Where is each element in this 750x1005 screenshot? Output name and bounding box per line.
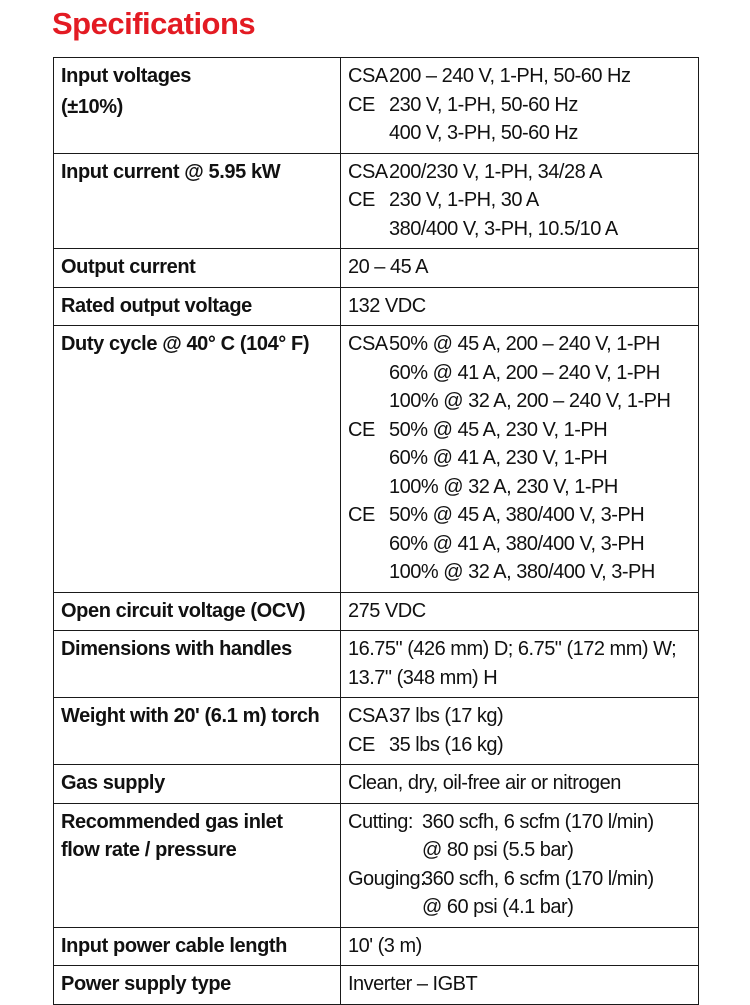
spec-label: [54, 58, 341, 154]
spec-value-text: 60% @ 41 A, 230 V, 1-PH: [389, 447, 608, 469]
spec-value-line: [348, 932, 698, 961]
spec-value-text: 37 lbs (17 kg): [389, 705, 504, 727]
spec-value-text: 50% @ 45 A, 230 V, 1-PH: [389, 418, 608, 441]
spec-value-text: 230 V, 1-PH, 30 A: [389, 189, 539, 211]
spec-value-text: 360 scfh, 6 scfm (170 l/min): [422, 867, 654, 890]
spec-label: [54, 249, 341, 288]
spec-value-text: 230 V, 1-PH, 50-60 Hz: [389, 93, 578, 116]
spec-label: [54, 631, 341, 698]
spec-value-text: 132 VDC: [348, 294, 426, 317]
spec-label-line: Input voltages: [61, 65, 191, 87]
spec-value-line: [348, 473, 698, 502]
spec-label: [54, 153, 341, 249]
spec-value-text: 16.75" (426 mm) D; 6.75" (172 mm) W;: [348, 638, 677, 660]
spec-value: [341, 326, 699, 593]
spec-value-line: [348, 292, 698, 321]
standard-prefix: CE: [348, 93, 375, 116]
spec-label-line: Gas supply: [61, 772, 165, 794]
spec-value-line: [348, 387, 698, 416]
standard-prefix: CSA: [348, 333, 388, 355]
spec-value-line: [348, 731, 698, 760]
spec-value: [341, 803, 699, 927]
spec-label-line: Open circuit voltage (OCV): [61, 599, 306, 622]
spec-value-line: [348, 119, 698, 148]
page-title: Specifications: [52, 6, 256, 41]
spec-row: [54, 326, 699, 593]
standard-prefix: CE: [348, 733, 375, 756]
spec-value-line: [348, 62, 698, 91]
spec-label: [54, 592, 341, 631]
spec-label: [54, 698, 341, 765]
spec-value-line: [348, 558, 698, 587]
spec-value-line: [348, 702, 698, 731]
spec-row: [54, 966, 699, 1005]
spec-row: [54, 803, 699, 927]
spec-row: [54, 765, 699, 804]
spec-value-line: [348, 253, 698, 282]
spec-label-line: Duty cycle @ 40° C (104° F): [61, 333, 310, 355]
spec-label-line: Dimensions with handles: [61, 638, 292, 660]
spec-value: [341, 698, 699, 765]
spec-label-line: (±10%): [61, 95, 123, 118]
spec-value-text: 60% @ 41 A, 380/400 V, 3-PH: [389, 532, 645, 555]
spec-value-text: 20 – 45 A: [348, 256, 429, 278]
standard-prefix: Gouging:: [348, 867, 426, 890]
spec-label-line: Weight with 20' (6.1 m) torch: [61, 705, 320, 727]
spec-value-text: 100% @ 32 A, 380/400 V, 3-PH: [389, 561, 655, 583]
spec-label-line: Recommended gas inlet: [61, 810, 283, 833]
spec-label: [54, 803, 341, 927]
spec-value-text: 100% @ 32 A, 200 – 240 V, 1-PH: [389, 390, 671, 412]
spec-value-line: [348, 808, 698, 837]
spec-value-line: [348, 970, 698, 999]
spec-value-line: [348, 893, 698, 922]
spec-value: [341, 631, 699, 698]
standard-prefix: CSA: [348, 705, 388, 727]
spec-value-text: @ 60 psi (4.1 bar): [422, 896, 574, 918]
spec-value-text: 100% @ 32 A, 230 V, 1-PH: [389, 475, 618, 498]
spec-value-line: [348, 416, 698, 445]
standard-prefix: CE: [348, 418, 375, 441]
spec-value-text: @ 80 psi (5.5 bar): [422, 839, 574, 861]
spec-label-line: Power supply type: [61, 973, 231, 995]
spec-value-text: 50% @ 45 A, 200 – 240 V, 1-PH: [389, 333, 660, 355]
spec-value: [341, 966, 699, 1005]
spec-value: [341, 58, 699, 154]
spec-value: [341, 287, 699, 326]
spec-value: [341, 153, 699, 249]
spec-value-line: [348, 865, 698, 894]
spec-row: [54, 631, 699, 698]
spec-row: [54, 592, 699, 631]
spec-value-line: [348, 186, 698, 215]
spec-value-text: 35 lbs (16 kg): [389, 733, 504, 756]
spec-value-text: 50% @ 45 A, 380/400 V, 3-PH: [389, 504, 645, 526]
spec-value-text: 360 scfh, 6 scfm (170 l/min): [422, 810, 654, 833]
spec-label-line: flow rate / pressure: [61, 839, 237, 861]
spec-value: [341, 592, 699, 631]
standard-prefix: CE: [348, 504, 375, 526]
spec-row: [54, 153, 699, 249]
spec-value-line: [348, 359, 698, 388]
spec-value-text: Clean, dry, oil-free air or nitrogen: [348, 772, 621, 794]
spec-value-text: 200/230 V, 1-PH, 34/28 A: [389, 160, 602, 183]
specifications-table: [53, 57, 699, 1005]
spec-row: [54, 287, 699, 326]
spec-value-text: 400 V, 3-PH, 50-60 Hz: [389, 122, 578, 144]
spec-value-line: [348, 635, 698, 664]
spec-label: [54, 765, 341, 804]
spec-label-line: Rated output voltage: [61, 294, 252, 317]
spec-value: [341, 249, 699, 288]
spec-value-line: [348, 330, 698, 359]
spec-value-text: 275 VDC: [348, 599, 426, 622]
spec-value-line: [348, 597, 698, 626]
spec-value-line: [348, 501, 698, 530]
spec-value: [341, 765, 699, 804]
spec-label: [54, 326, 341, 593]
spec-label: [54, 966, 341, 1005]
spec-row: [54, 58, 699, 154]
spec-label-line: Output current: [61, 256, 196, 278]
spec-label-line: Input current @ 5.95 kW: [61, 160, 281, 183]
spec-value-text: 200 – 240 V, 1-PH, 50-60 Hz: [389, 65, 631, 87]
specifications-table-body: [54, 58, 699, 1005]
spec-label-line: Input power cable length: [61, 934, 287, 957]
spec-value-line: [348, 836, 698, 865]
spec-value-text: 13.7" (348 mm) H: [348, 666, 498, 689]
spec-value-line: [348, 158, 698, 187]
spec-row: [54, 698, 699, 765]
spec-value-line: [348, 91, 698, 120]
standard-prefix: CE: [348, 189, 375, 211]
spec-value-text: 60% @ 41 A, 200 – 240 V, 1-PH: [389, 361, 660, 384]
spec-value-line: [348, 769, 698, 798]
spec-row: [54, 249, 699, 288]
spec-value-line: [348, 215, 698, 244]
spec-value-text: Inverter – IGBT: [348, 973, 478, 995]
standard-prefix: CSA: [348, 65, 388, 87]
spec-value-line: [348, 664, 698, 693]
spec-value-text: 10' (3 m): [348, 934, 422, 957]
spec-value-line: [348, 444, 698, 473]
standard-prefix: CSA: [348, 160, 388, 183]
spec-value-line: [348, 530, 698, 559]
spec-label: [54, 287, 341, 326]
standard-prefix: Cutting:: [348, 810, 413, 833]
spec-value-text: 380/400 V, 3-PH, 10.5/10 A: [389, 217, 618, 240]
